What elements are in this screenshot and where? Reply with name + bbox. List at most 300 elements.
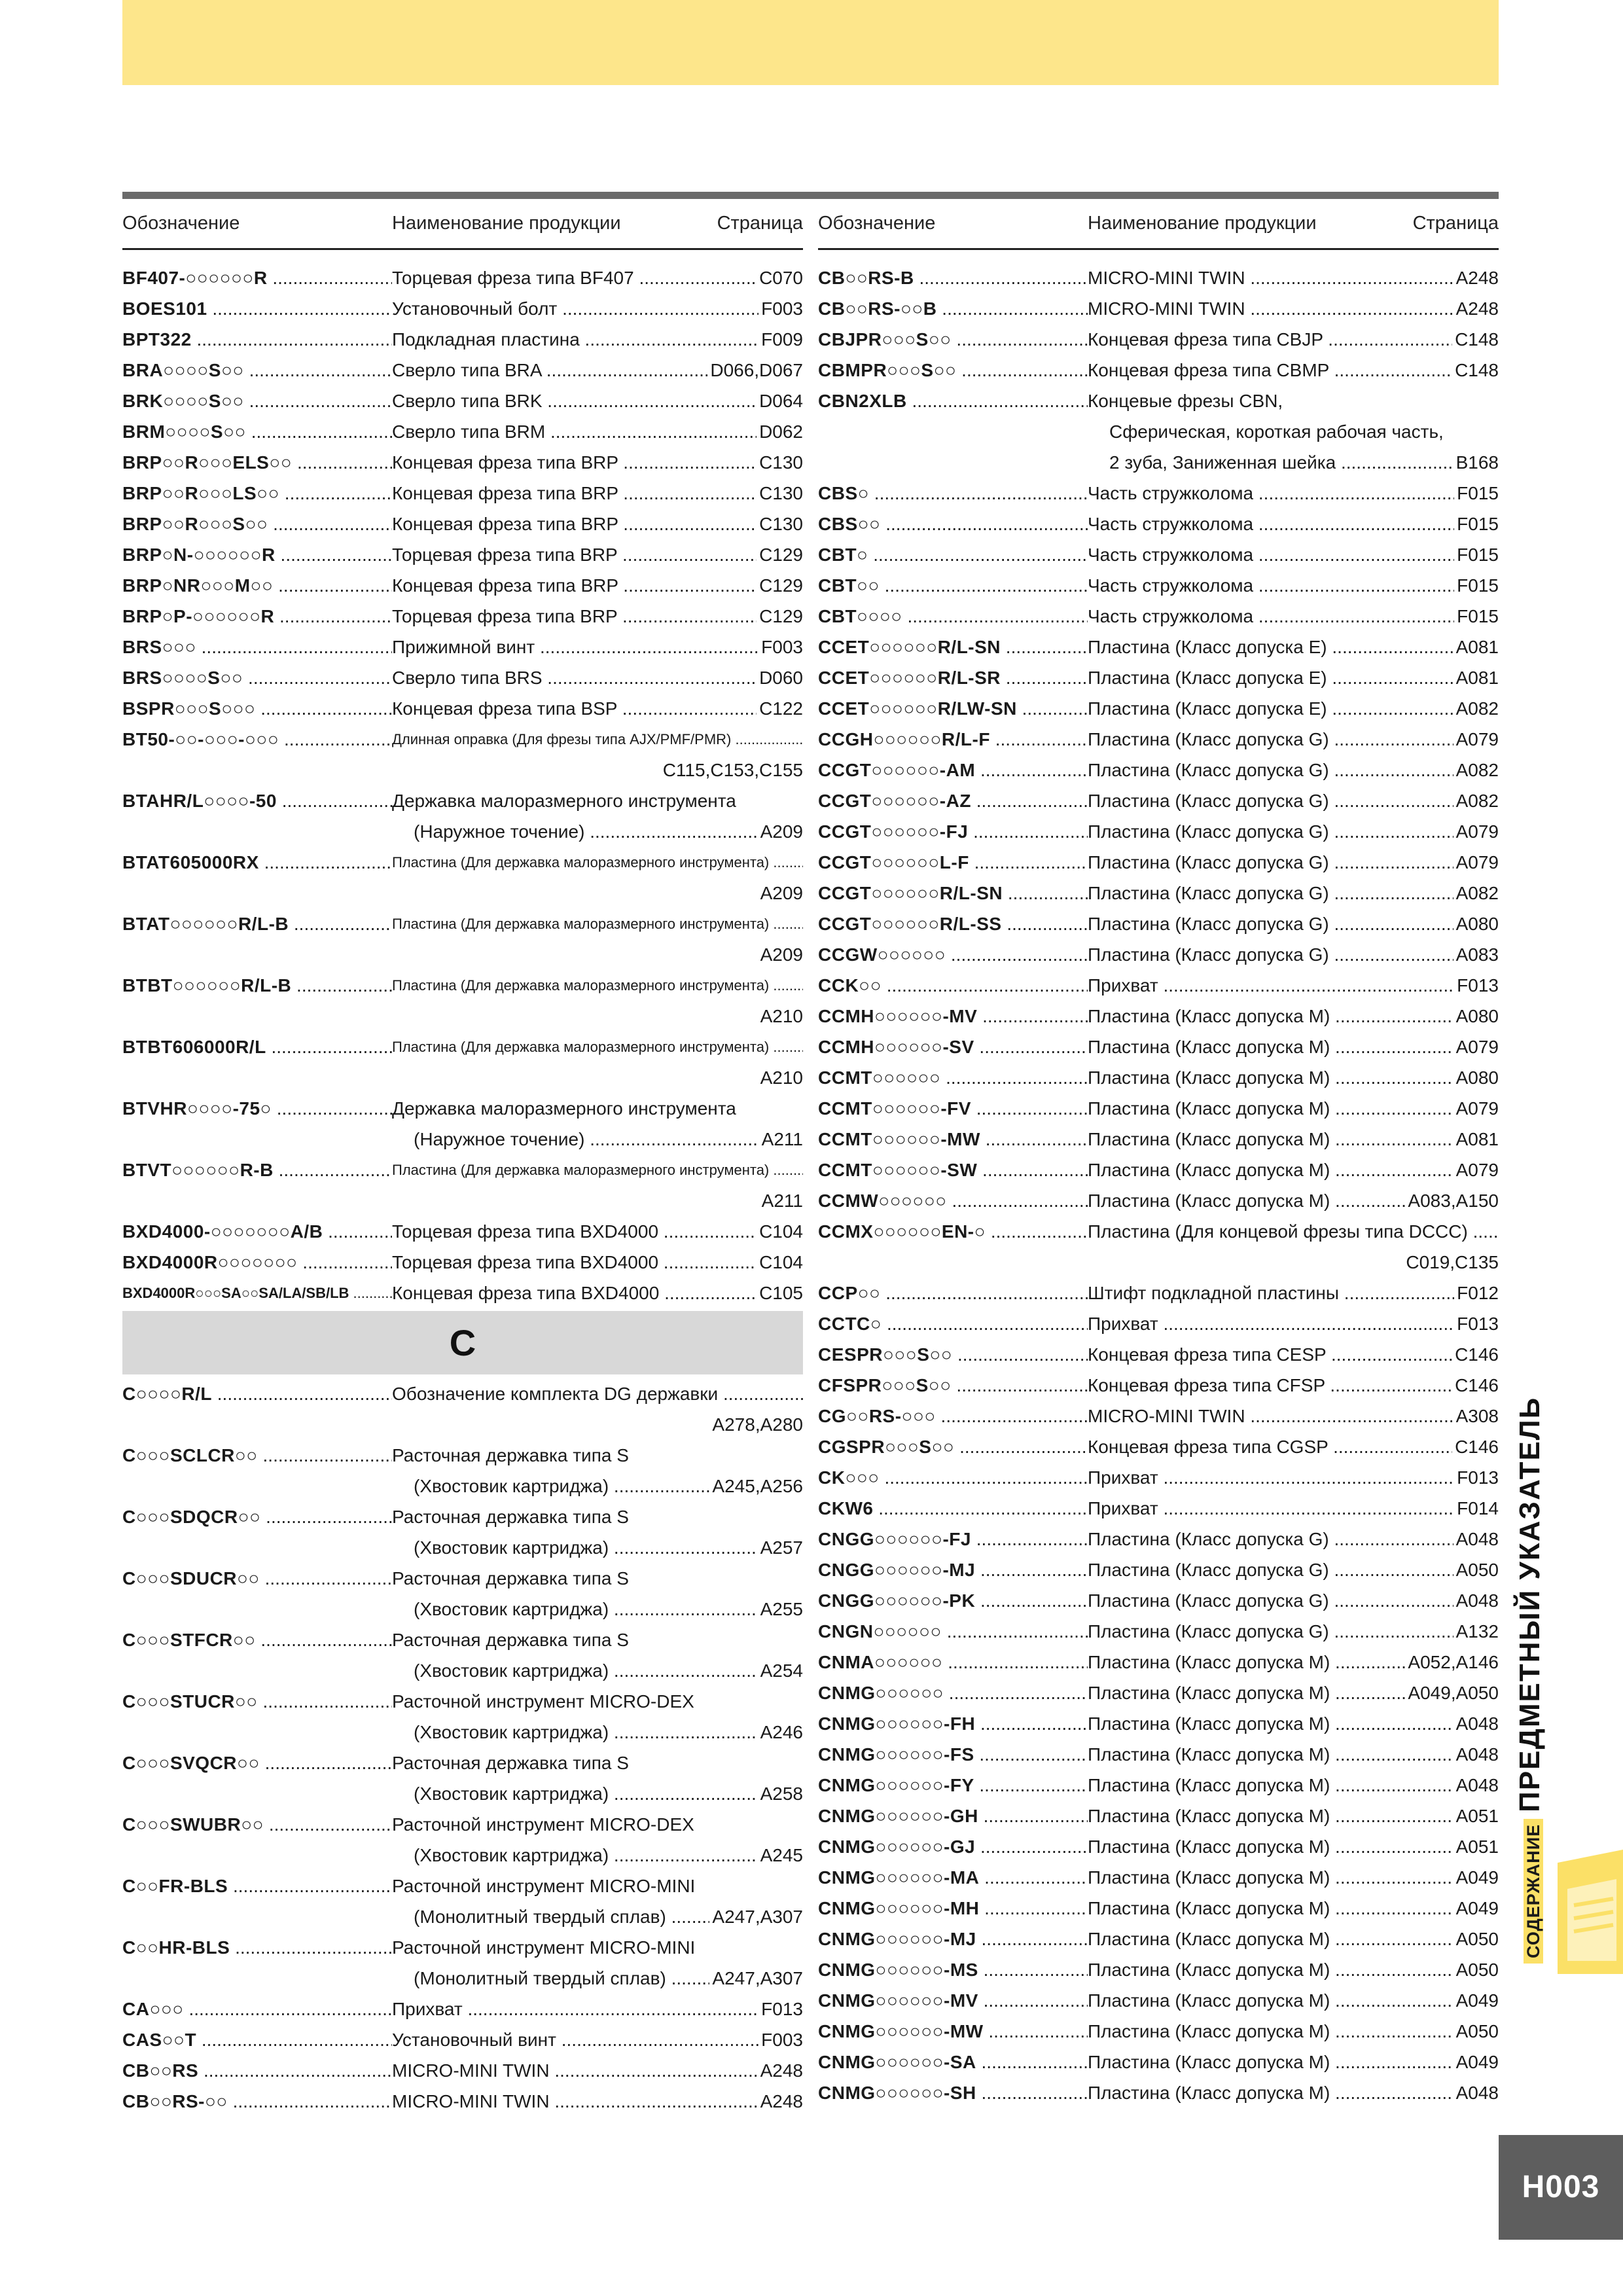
entry-page-ref[interactable]: A049 [1454,1985,1499,2016]
entry-code: BRA○○○○S○○ ..... [122,355,392,386]
entry-code: CNMG○○○○○○-MS ..... [818,1954,1088,1985]
entry-page-ref[interactable]: C146 [1452,1370,1499,1401]
entry-code: CBT○○○○ ..... [818,601,1088,632]
entry-page-ref[interactable]: D064 [757,386,803,416]
entry-page-ref[interactable]: C130 [757,447,803,478]
entry-page-ref[interactable]: A079 [1454,1093,1499,1124]
entry-code: CCMX○○○○○○EN-○ ..... [818,1216,1088,1247]
index-row [122,1840,803,1871]
index-row [818,1093,1499,1124]
index-row [818,324,1499,355]
entry-name: Пластина (Класс допуска M) ..... [1088,1801,1499,1831]
entry-page-ref[interactable]: F012 [1454,1278,1499,1308]
entry-page-ref[interactable]: F015 [1454,601,1499,632]
index-row [818,1493,1499,1524]
entry-page-ref[interactable]: A082 [1454,755,1499,785]
entry-code: CCGT○○○○○○-AZ ..... [818,785,1088,816]
entry-code: CK○○○ ..... [818,1462,1088,1493]
entry-page-ref[interactable]: A081 [1454,662,1499,693]
entry-page-ref[interactable]: C115,C153,C155 [660,755,803,785]
entry-page-ref[interactable]: D066,D067 [707,355,803,386]
entry-code: CB○○RS-B ..... [818,262,1088,293]
entry-page-ref[interactable]: A052,A146 [1405,1647,1499,1677]
entry-page-ref[interactable]: A247,A307 [709,1963,803,1994]
entry-name: Расточной инструмент MICRO-DEX [392,1691,694,1712]
index-row [122,1655,803,1686]
column-header [818,205,1499,250]
entry-name: Пластина (Класс допуска G) ..... [1088,878,1499,908]
entry-page-ref[interactable]: C130 [757,509,803,539]
index-row [122,601,803,632]
entry-code: CNMG○○○○○○-SA ..... [818,2047,1088,2077]
index-row [818,1708,1499,1739]
entry-page-ref[interactable]: A211 [759,1124,803,1155]
index-row [122,1247,803,1278]
entry-name: Часть стружколома ..... [1088,478,1499,509]
entry-page-ref[interactable]: F015 [1454,509,1499,539]
entry-code: BF407-○○○○○○R ..... [122,262,392,293]
index-column-right [818,205,1499,2108]
entry-code: C○○○SVQCR○○ ..... [122,1748,392,1778]
entry-page-ref[interactable]: A079 [1454,1031,1499,1062]
entry-name: Прихват ..... [1088,970,1499,1001]
entry-code: BXD4000-○○○○○○○A/B ..... [122,1216,392,1247]
entry-name: Пластина (Класс допуска G) ..... [1088,816,1499,847]
entry-name: Концевая фреза типа CBJP ..... [1088,324,1499,355]
entry-name: Часть стружколома ..... [1088,601,1499,632]
entry-page-ref[interactable]: A049,A050 [1405,1677,1499,1708]
entry-page-ref[interactable]: A051 [1454,1831,1499,1862]
entry-page-ref[interactable]: A050 [1454,2016,1499,2047]
entry-name: Пластина (Класс допуска M) ..... [1088,1677,1499,1708]
index-row [122,293,803,324]
index-row [818,262,1499,293]
entry-code: CNGN○○○○○○ ..... [818,1616,1088,1647]
entry-code: CNGG○○○○○○-PK ..... [818,1585,1088,1616]
index-row [818,939,1499,970]
entry-page-ref[interactable]: C104 [757,1247,803,1278]
entry-page-ref[interactable]: A048 [1454,1524,1499,1554]
entry-page-ref[interactable]: F013 [1454,1462,1499,1493]
entry-name: Пластина (Класс допуска M) ..... [1088,1739,1499,1770]
entry-page-ref[interactable]: F013 [758,1994,803,2024]
entry-name: Пластина (Класс допуска G) ..... [1088,1554,1499,1585]
entry-code: BXD4000R○○○○○○○ ..... [122,1247,392,1278]
entry-name: Сверло типа BRM ..... [392,416,803,447]
entry-name: Длинная оправка (Для фрезы типа AJX/PMF/PMR) ..... [392,724,803,755]
entry-page-ref[interactable]: A210 [758,1001,803,1031]
index-row [818,1677,1499,1708]
side-contents-link[interactable]: СОДЕРЖАНИЕ [1524,1819,1543,1964]
index-row [818,447,1499,478]
entry-name: Концевая фреза типа BRP ..... [392,447,803,478]
entry-page-ref[interactable]: A082 [1454,878,1499,908]
entry-page-ref[interactable]: A245,A256 [709,1471,803,1501]
entry-name-continuation: (Монолитный твердый сплав) ..... [414,1901,803,1932]
entry-code: CCMH○○○○○○-SV ..... [818,1031,1088,1062]
entry-code: CBMPR○○○S○○ ..... [818,355,1088,386]
index-row [818,1524,1499,1554]
entry-page-ref[interactable]: C070 [757,262,803,293]
header-code: Обозначение [122,213,240,234]
entry-name: MICRO-MINI TWIN ..... [392,2086,803,2117]
entry-code: CBN2XLB ..... [818,386,1088,416]
entry-page-ref[interactable]: F003 [758,293,803,324]
index-row [818,1924,1499,1954]
entry-page-ref[interactable]: A255 [758,1594,803,1624]
entry-name: Часть стружколома ..... [1088,570,1499,601]
entry-name: Прижимной винт ..... [392,632,803,662]
entry-name: Пластина (Для державка малоразмерного инструмента) ..... [392,847,803,878]
index-row [818,785,1499,816]
entry-page-ref[interactable]: A080 [1454,908,1499,939]
index-row [122,539,803,570]
entry-code: BT50-○○-○○○-○○○ ..... [122,724,392,755]
index-rows [122,250,803,1308]
entry-code: BRP○○R○○○ELS○○ ..... [122,447,392,478]
entry-code: BRP○N-○○○○○○R ..... [122,539,392,570]
entry-page-ref[interactable]: F013 [1454,970,1499,1001]
entry-name: Торцевая фреза типа BRP ..... [392,539,803,570]
index-row [122,724,803,755]
index-row [122,386,803,416]
entry-page-ref[interactable]: A050 [1454,1924,1499,1954]
index-row [122,355,803,386]
index-row [122,2024,803,2055]
entry-name-continuation: (Хвостовик картриджа) ..... [414,1840,803,1871]
entry-page-ref[interactable]: C129 [757,570,803,601]
entry-name: Торцевая фреза типа BF407 ..... [392,262,803,293]
entry-page-ref[interactable]: A079 [1454,724,1499,755]
entry-name: Концевая фреза типа BRP ..... [392,478,803,509]
entry-page-ref[interactable]: C129 [757,539,803,570]
entry-name-continuation: (Хвостовик картриджа) ..... [414,1655,803,1686]
column-header [122,205,803,250]
entry-page-ref[interactable]: A079 [1454,1155,1499,1185]
index-row [122,693,803,724]
entry-page-ref[interactable]: F015 [1454,478,1499,509]
entry-page-ref[interactable]: A051 [1454,1801,1499,1831]
entry-page-ref[interactable]: A209 [758,816,803,847]
entry-name: MICRO-MINI TWIN ..... [392,2055,803,2086]
entry-name: Пластина (Класс допуска G) ..... [1088,1524,1499,1554]
index-row [818,1001,1499,1031]
index-row [122,847,803,878]
entry-code: CCMT○○○○○○-MW ..... [818,1124,1088,1155]
entry-code: CNMG○○○○○○-MW ..... [818,2016,1088,2047]
index-row [818,416,1499,447]
entry-code: C○○○STUCR○○ ..... [122,1686,392,1717]
entry-code: BTVT○○○○○○R-B ..... [122,1155,392,1185]
entry-page-ref[interactable]: A079 [1454,816,1499,847]
index-row [818,1739,1499,1770]
entry-name: Прихват ..... [392,1994,803,2024]
entry-code: CNMG○○○○○○-GH ..... [818,1801,1088,1831]
entry-name: Пластина (Класс допуска G) ..... [1088,908,1499,939]
entry-page-ref[interactable]: C129 [757,601,803,632]
entry-code: CNMG○○○○○○-MV ..... [818,1985,1088,2016]
entry-page-ref[interactable]: A079 [1454,847,1499,878]
entry-code: BTBT○○○○○○R/L-B ..... [122,970,392,1001]
entry-name: Торцевая фреза типа BXD4000 ..... [392,1216,803,1247]
entry-page-ref[interactable]: A082 [1454,785,1499,816]
entry-page-ref[interactable]: D060 [757,662,803,693]
entry-name: Пластина (Класс допуска M) ..... [1088,1708,1499,1739]
entry-name: Пластина (Класс допуска M) ..... [1088,1770,1499,1801]
entry-name: Концевая фреза типа BXD4000 ..... [392,1278,803,1308]
entry-name: Пластина (Класс допуска M) ..... [1088,2016,1499,2047]
page-number-badge: H003 [1499,2135,1623,2240]
entry-page-ref[interactable]: C122 [757,693,803,724]
entry-name-continuation: Сферическая, короткая рабочая часть, [1109,422,1444,442]
entry-page-ref[interactable]: A308 [1454,1401,1499,1431]
index-row [818,386,1499,416]
entry-code: BRS○○○○S○○ ..... [122,662,392,693]
entry-page-ref[interactable]: A258 [758,1778,803,1809]
entry-code: CNGG○○○○○○-MJ ..... [818,1554,1088,1585]
entry-page-ref[interactable]: F003 [758,632,803,662]
entry-code: BTVHR○○○○-75○ ..... [122,1093,392,1124]
index-row [818,1801,1499,1831]
index-row [818,693,1499,724]
entry-page-ref[interactable]: A048 [1454,1585,1499,1616]
entry-code: CCGT○○○○○○R/L-SN ..... [818,878,1088,908]
entry-page-ref[interactable]: A211 [759,1185,803,1216]
entry-page-ref[interactable]: A048 [1454,1739,1499,1770]
index-row [122,1963,803,1994]
index-row [122,1624,803,1655]
entry-name: Расточной инструмент MICRO-MINI [392,1937,696,1958]
entry-page-ref[interactable]: A050 [1454,1554,1499,1585]
entry-page-ref[interactable]: C104 [757,1216,803,1247]
entry-page-ref[interactable]: A081 [1454,1124,1499,1155]
entry-page-ref[interactable]: A209 [758,878,803,908]
entry-page-ref[interactable]: A247,A307 [709,1901,803,1932]
entry-page-ref[interactable]: F003 [758,2024,803,2055]
entry-page-ref[interactable]: A132 [1454,1616,1499,1647]
entry-code: C○○○STFCR○○ ..... [122,1624,392,1655]
entry-page-ref[interactable]: C146 [1452,1339,1499,1370]
entry-code: CG○○RS-○○○ ..... [818,1401,1088,1431]
entry-name: Установочный винт ..... [392,2024,803,2055]
entry-page-ref[interactable]: A257 [758,1532,803,1563]
entry-page-ref[interactable]: A210 [758,1062,803,1093]
entry-page-ref[interactable]: F015 [1454,539,1499,570]
entry-name: Пластина (Класс допуска M) ..... [1088,1954,1499,1985]
side-index-title: ПРЕДМЕТНЫЙ УКАЗАТЕЛЬ [1514,1396,1546,1812]
entry-code: CCET○○○○○○R/L-SN ..... [818,632,1088,662]
entry-page-ref[interactable]: C146 [1452,1431,1499,1462]
entry-page-ref[interactable]: D062 [757,416,803,447]
entry-name: Пластина (Класс допуска M) ..... [1088,1062,1499,1093]
entry-name: Пластина (Класс допуска E) ..... [1088,632,1499,662]
entry-name: Пластина (Класс допуска M) ..... [1088,1924,1499,1954]
entry-name: Концевая фреза типа CFSP ..... [1088,1370,1499,1401]
entry-page-ref[interactable]: A209 [758,939,803,970]
section-letter-bar: C [122,1311,803,1374]
index-row [122,478,803,509]
entry-code: CA○○○ ..... [122,1994,392,2024]
entry-page-ref[interactable]: A254 [758,1655,803,1686]
entry-page-ref[interactable]: A080 [1454,1001,1499,1031]
index-row [818,539,1499,570]
index-row [818,1339,1499,1370]
index-row [122,1471,803,1501]
entry-page-ref[interactable]: A049 [1454,2047,1499,2077]
entry-page-ref[interactable]: C105 [757,1278,803,1308]
entry-code: CCMT○○○○○○ ..... [818,1062,1088,1093]
index-row [818,355,1499,386]
entry-page-ref[interactable]: A048 [1454,1770,1499,1801]
entry-page-ref[interactable]: C130 [757,478,803,509]
index-row [818,1308,1499,1339]
entry-page-ref[interactable]: A048 [1454,1708,1499,1739]
entry-page-ref[interactable]: A278,A280 [709,1409,803,1440]
index-row [818,2016,1499,2047]
entry-page-ref[interactable]: F009 [758,324,803,355]
entry-code: CNMG○○○○○○-FY ..... [818,1770,1088,1801]
entry-name: MICRO-MINI TWIN ..... [1088,293,1499,324]
entry-page-ref[interactable]: A248 [758,2055,803,2086]
entry-name: Пластина (Класс допуска G) ..... [1088,724,1499,755]
entry-name: Пластина (Класс допуска M) ..... [1088,1985,1499,2016]
index-row [122,416,803,447]
entry-page-ref[interactable]: A248 [1454,293,1499,324]
entry-page-ref[interactable]: A048 [1454,2077,1499,2108]
entry-page-ref[interactable]: A049 [1454,1862,1499,1893]
entry-page-ref[interactable]: A080 [1454,1062,1499,1093]
entry-name: Пластина (Класс допуска M) ..... [1088,1893,1499,1924]
index-row [818,1954,1499,1985]
index-row [122,1717,803,1748]
entry-page-ref[interactable]: B168 [1454,447,1499,478]
index-row [122,908,803,939]
entry-page-ref[interactable]: A083 [1454,939,1499,970]
entry-page-ref[interactable]: C148 [1452,355,1499,386]
entry-page-ref[interactable]: F015 [1454,570,1499,601]
entry-code: CNMG○○○○○○-MA ..... [818,1862,1088,1893]
entry-name: MICRO-MINI TWIN ..... [1088,1401,1499,1431]
entry-page-ref[interactable]: F013 [1454,1308,1499,1339]
entry-name: Пластина (Класс допуска M) ..... [1088,1031,1499,1062]
entry-code: CCMW○○○○○○ ..... [818,1185,1088,1216]
entry-page-ref[interactable]: A248 [1454,262,1499,293]
entry-name: Расточная державка типа S [392,1568,629,1588]
index-row [818,1462,1499,1493]
entry-name: Пластина (Класс допуска M) ..... [1088,1647,1499,1677]
entry-code: C○○○SCLCR○○ ..... [122,1440,392,1471]
index-row [122,1932,803,1963]
entry-code: CFSPR○○○S○○ ..... [818,1370,1088,1401]
entry-page-ref[interactable]: F014 [1454,1493,1499,1524]
entry-code: C○○FR-BLS ..... [122,1871,392,1901]
entry-page-ref[interactable]: C148 [1452,324,1499,355]
top-color-band [122,0,1499,85]
entry-name-continuation: (Наружное точение) ..... [414,1124,803,1155]
index-row [122,755,803,785]
entry-code: CCTC○ ..... [818,1308,1088,1339]
entry-page-ref[interactable]: C019,C135 [1403,1247,1499,1278]
entry-name: Подкладная пластина ..... [392,324,803,355]
index-row [122,939,803,970]
index-row [122,1532,803,1563]
entry-name-continuation: 2 зуба, Заниженная шейка ..... [1109,447,1499,478]
index-row [122,1994,803,2024]
index-row [122,1093,803,1124]
entry-name: Торцевая фреза типа BRP ..... [392,601,803,632]
entry-code: CCK○○ ..... [818,970,1088,1001]
entry-page-ref[interactable]: A083,A150 [1405,1185,1499,1216]
entry-name: Пластина (Класс допуска E) ..... [1088,693,1499,724]
index-row [122,816,803,847]
entry-page-ref[interactable]: A082 [1454,693,1499,724]
entry-page-ref[interactable]: A248 [758,2086,803,2117]
entry-page-ref[interactable]: A049 [1454,1893,1499,1924]
entry-code: C○○HR-BLS ..... [122,1932,392,1963]
index-row [122,1748,803,1778]
entry-name: Пластина (Класс допуска M) ..... [1088,1155,1499,1185]
entry-page-ref[interactable]: A245 [758,1840,803,1871]
index-row [818,1985,1499,2016]
entry-code: CNMG○○○○○○-MJ ..... [818,1924,1088,1954]
entry-name: Расточная державка типа S [392,1630,629,1650]
entry-code: CNMG○○○○○○-MH ..... [818,1893,1088,1924]
entry-page-ref[interactable]: A246 [758,1717,803,1748]
entry-name: Концевые фрезы CBN, [1088,391,1283,411]
index-row [818,1554,1499,1585]
index-row [818,1370,1499,1401]
index-row [818,478,1499,509]
entry-code: CCET○○○○○○R/LW-SN ..... [818,693,1088,724]
entry-page-ref[interactable]: A050 [1454,1954,1499,1985]
entry-code: BXD4000R○○○SA○○SA/LA/SB/LB ..... [122,1278,392,1308]
entry-name: Сверло типа BRS ..... [392,662,803,693]
entry-code: BTAT605000RX ..... [122,847,392,878]
entry-code: BOES101 ..... [122,293,392,324]
entry-code: BRP○○R○○○S○○ ..... [122,509,392,539]
index-row [818,1831,1499,1862]
entry-code: CNMG○○○○○○-GJ ..... [818,1831,1088,1862]
entry-name: Державка малоразмерного инструмента [392,791,736,811]
index-row [122,1409,803,1440]
entry-code: C○○○SWUBR○○ ..... [122,1809,392,1840]
entry-page-ref[interactable]: A081 [1454,632,1499,662]
index-row [818,632,1499,662]
header-name: Наименование продукции [392,213,621,234]
entry-code: CB○○RS-○○B ..... [818,293,1088,324]
index-row [818,1585,1499,1616]
entry-name: Концевая фреза типа BRP ..... [392,509,803,539]
index-row [122,1901,803,1932]
entry-code: CBS○ ..... [818,478,1088,509]
entry-name: Расточной инструмент MICRO-DEX [392,1814,694,1835]
side-section-label[interactable] [1510,1396,1550,1964]
entry-name: Концевая фреза типа BSP ..... [392,693,803,724]
entry-code: CCGT○○○○○○L-F ..... [818,847,1088,878]
entry-code: BRP○P-○○○○○○R ..... [122,601,392,632]
entry-name: Пластина (Для концевой фрезы типа DCCC) ..... [1088,1216,1499,1247]
index-row [122,324,803,355]
folder-icon [1551,1850,1623,1974]
index-row [122,1278,803,1308]
index-row [122,1871,803,1901]
entry-code: CNMG○○○○○○ ..... [818,1677,1088,1708]
entry-code: BPT322 ..... [122,324,392,355]
entry-name: Пластина (Класс допуска M) ..... [1088,1124,1499,1155]
entry-name: Штифт подкладной пластины ..... [1088,1278,1499,1308]
entry-name: Концевая фреза типа CESP ..... [1088,1339,1499,1370]
entry-name-continuation: (Наружное точение) ..... [414,816,803,847]
